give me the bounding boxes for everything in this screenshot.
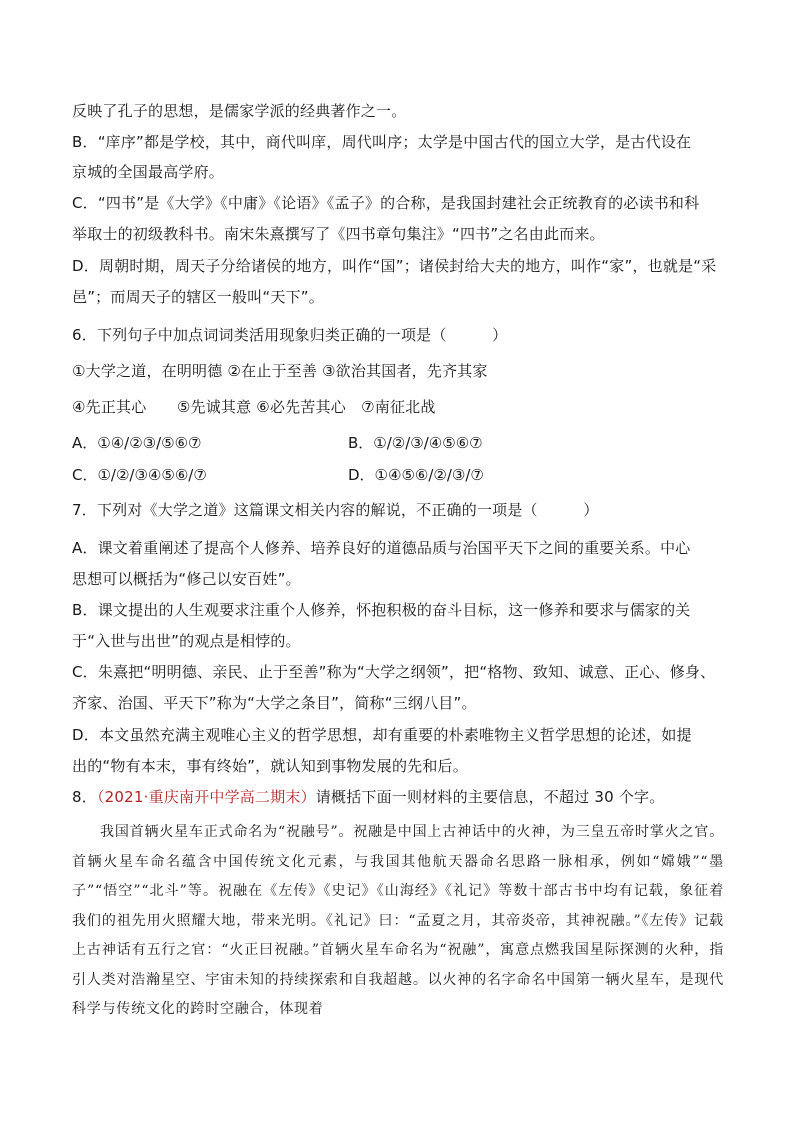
passage-text: 我国首辆火星车正式命名为“祝融号”。祝融是中国上古神话中的火神，为三皇五帝时掌火之官。首辆火星车命名蕴含中国传统文化元素，与我国其他航天器命名思路一脉相承，例如“嫦娥”“墨子”“悟空”“北斗”等。祝融在《左传》《史记》《山海经》《礼记》等数十部古书中均有记载，象征着我们的祖先用火照耀大地，带来光明。《礼记》曰：“孟夏之月，其帝炎帝，其神祝融。”《左传》记载上古神话有五行之官：“火正曰祝融。”首辆火星车命名为“祝融”，寓意点燃我国星际探测的火种，指引人类对浩瀚星空、宇宙未知的持续探索和自我超越。以火神的名字命名中国第一辆火星车，是现代科学与传统文化的跨时空融合，体现着 — [72, 824, 724, 1017]
question-8-instruction: 请概括下面一则材料的主要信息，不超过 30 个字。 — [315, 788, 665, 806]
question-7-stem: 7．下列对《大学之道》这篇课文相关内容的解说，不正确的一项是（ ） — [72, 501, 599, 519]
question-8-stem — [72, 787, 664, 807]
question-7-option-b-line-2: 于“入世与出世”的观点是相悖的。 — [72, 632, 301, 650]
question-7-option-b-line-1: B．课文提出的人生观要求注重个人修养，怀抱积极的奋斗目标，这一修养和要求与儒家的关 — [72, 601, 691, 619]
question-6-option-b[interactable]: B．①/②/③/④⑤⑥⑦ — [348, 434, 483, 452]
question-7-option-d-line-2: 出的“物有本末，事有终始”，就认知到事物发展的先和后。 — [72, 757, 468, 775]
option-c-line-1: C．“四书”是《大学》《中庸》《论语》《孟子》的合称，是我国封建社会正统教育的必读书和科 — [72, 194, 700, 212]
question-7-option-a-line-1: A．课文着重阐述了提高个人修养、培养良好的道德品质与治国平天下之间的重要关系。中心 — [72, 539, 691, 557]
option-d-line-1: D．周朝时期，周天子分给诸侯的地方，叫作“国”；诸侯封给大夫的地方，叫作“家”，也就是“采 — [72, 257, 717, 275]
question-8-source: （2021·重庆南开中学高二期末） — [96, 788, 316, 806]
question-6-stem: 6．下列句子中加点词词类活用现象归类正确的一项是（ ） — [72, 326, 508, 344]
question-7-option-d-line-1: D．本文虽然充满主观唯心主义的哲学思想，却有重要的朴素唯物主义哲学思想的论述，如提 — [72, 726, 692, 744]
option-b-line-1: B．“庠序”都是学校，其中，商代叫庠，周代叫序；太学是中国古代的国立大学，是古代设在 — [72, 133, 692, 151]
question-6-option-c[interactable]: C．①/②/③④⑤⑥/⑦ — [72, 466, 207, 484]
question-6-option-a[interactable]: A．①④/②③/⑤⑥⑦ — [72, 434, 202, 452]
text-line: 反映了孔子的思想，是儒家学派的经典著作之一。 — [72, 102, 407, 120]
question-6-option-d[interactable]: D．①④⑤⑥/②/③/⑦ — [348, 466, 484, 484]
question-8-number: 8． — [72, 788, 97, 806]
question-6-sentences-1: ①大学之道，在明明德 ②在止于至善 ③欲治其国者，先齐其家 — [72, 362, 488, 380]
question-7-option-c-line-2: 齐家、治国、平天下”称为“大学之条目”，简称“三纲八目”。 — [72, 694, 477, 712]
reading-passage — [72, 818, 724, 1025]
question-6-sentences-2: ④先正其心 ⑤先诚其意 ⑥必先苦其心 ⑦南征北战 — [72, 398, 436, 416]
option-c-line-2: 举取士的初级教科书。南宋朱熹撰写了《四书章句集注》“四书”之名由此而来。 — [72, 225, 605, 243]
option-d-line-2: 邑”；而周天子的辖区一般叫“天下”。 — [72, 288, 324, 306]
question-7-option-c-line-1: C．朱熹把“明明德、亲民、止于至善”称为“大学之纲领”，把“格物、致知、诚意、正心、修身、 — [72, 663, 716, 681]
question-7-option-a-line-2: 思想可以概括为“修己以安百姓”。 — [72, 570, 301, 588]
option-b-line-2: 京城的全国最高学府。 — [72, 163, 225, 181]
